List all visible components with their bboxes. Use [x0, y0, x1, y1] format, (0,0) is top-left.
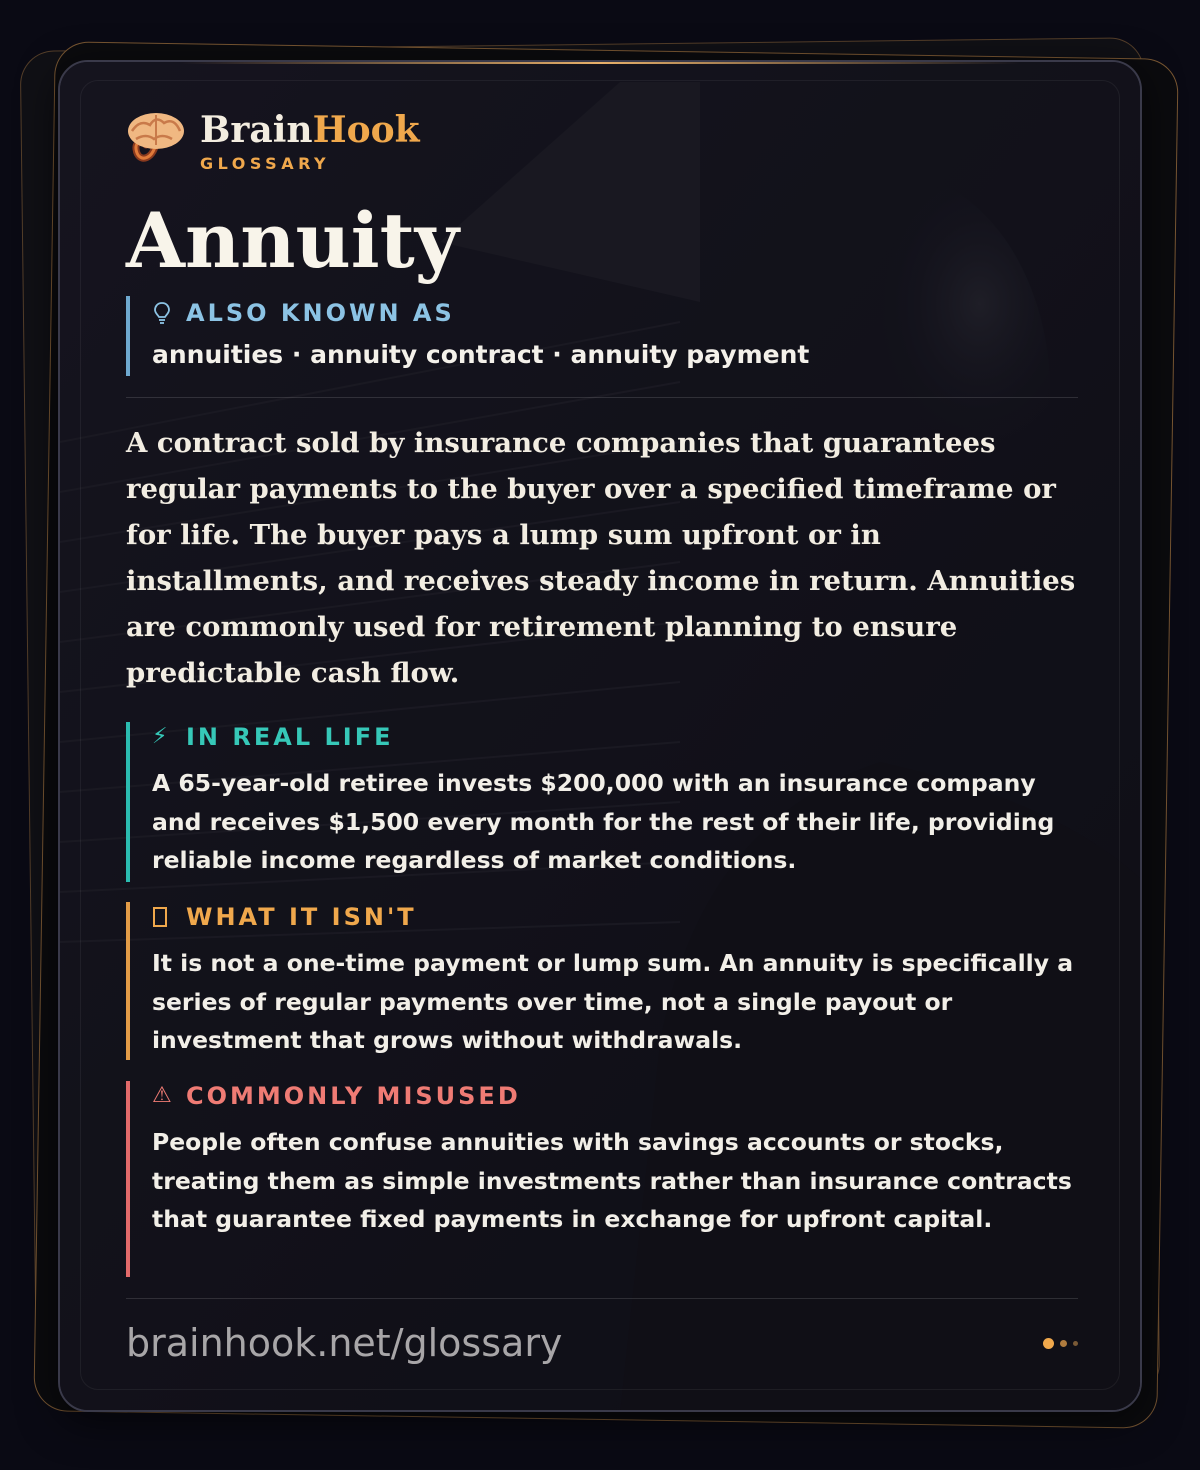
section-title: WHAT IT ISN'T — [152, 902, 1078, 932]
lightning-icon: ⚡ — [152, 724, 168, 749]
page-dots — [1037, 1338, 1078, 1349]
divider — [126, 1298, 1078, 1299]
section-body: It is not a one-time payment or lump sum. An annuity is specifically a series of regular payments over time, not a single payout or investment that grows without withdrawals. — [152, 949, 1074, 1054]
brand-header — [126, 106, 420, 176]
section-body: A 65-year-old retiree invests $200,000 with an insurance company and receives $1,500 every month for the rest of their life, providing reliable income regardless of market conditions. — [152, 769, 1055, 874]
divider — [126, 397, 1078, 398]
section-commonly-misused — [126, 1081, 1078, 1277]
dot-active — [1043, 1338, 1054, 1349]
brain-hook-logo-icon — [126, 109, 186, 173]
section-what-it-isnt — [126, 902, 1078, 1060]
definition: A contract sold by insurance companies that guarantees regular payments to the buyer over a specified timeframe or for life. The buyer pays a lump sum upfront or in installments, and receives steady income in return. Annuities are commonly used for retirement planning to ensure predictable cash flow. — [126, 427, 1076, 689]
dot — [1073, 1341, 1078, 1346]
term-title: Annuity — [126, 196, 459, 285]
section-title: ⚠ COMMONLY MISUSED — [152, 1082, 521, 1110]
lightbulb-icon — [152, 301, 176, 325]
brand-name: BrainHook — [200, 108, 420, 151]
missing-glyph-icon — [152, 906, 176, 928]
footer-url[interactable]: brainhook.net/glossary — [126, 1321, 563, 1365]
brand-subtitle: GLOSSARY — [200, 153, 331, 173]
section-title: ⚡ IN REAL LIFE — [152, 723, 394, 751]
also-known-as-title: ALSO KNOWN AS — [152, 298, 1078, 328]
glossary-card — [58, 60, 1142, 1412]
warning-icon: ⚠ — [152, 1083, 172, 1108]
section-body: People often confuse annuities with savings accounts or stocks, treating them as simple investments rather than insurance contracts that guarantee fixed payments in exchange for upfront capital. — [152, 1128, 1072, 1233]
dot — [1060, 1340, 1067, 1347]
also-known-as — [126, 296, 1078, 376]
card-content — [126, 62, 1078, 1410]
also-known-as-list: annuities · annuity contract · annuity payment — [152, 340, 810, 369]
section-in-real-life — [126, 722, 1078, 882]
